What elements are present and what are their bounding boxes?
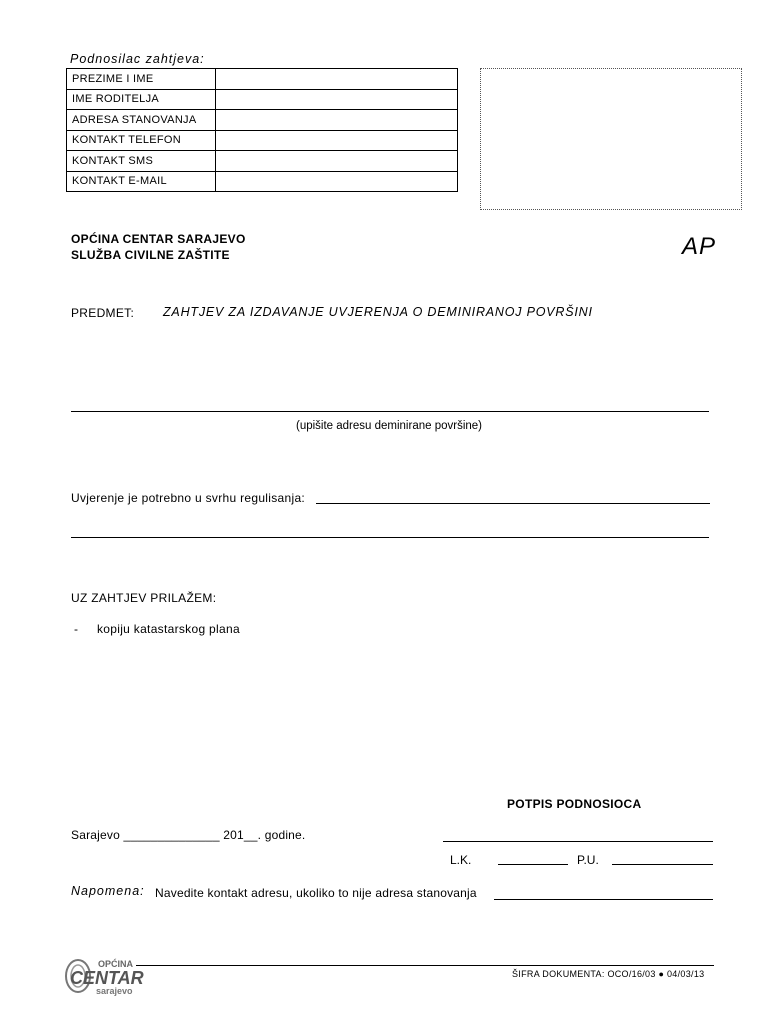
table-row (67, 151, 458, 172)
lk-label: L.K. (450, 853, 472, 867)
footer-divider (136, 965, 714, 966)
lk-line[interactable] (498, 864, 568, 865)
applicant-table (66, 68, 458, 192)
field-label-name: PREZIME I IME (67, 69, 216, 90)
signature-line[interactable] (443, 841, 713, 842)
field-value-phone[interactable] (216, 130, 458, 151)
municipality-logo (64, 956, 144, 996)
table-row (67, 69, 458, 90)
table-row (67, 130, 458, 151)
attachments-title: UZ ZAHTJEV PRILAŽEM: (71, 591, 217, 605)
field-value-sms[interactable] (216, 151, 458, 172)
signature-title: POTPIS PODNOSIOCA (507, 797, 642, 811)
office-name: OPĆINA CENTAR SARAJEVO (71, 232, 246, 246)
field-label-sms: KONTAKT SMS (67, 151, 216, 172)
office-header (71, 231, 246, 263)
logo-bottom-text: sarajevo (96, 986, 133, 996)
note-label: Napomena: (71, 884, 145, 898)
pu-label: P.U. (577, 853, 599, 867)
place-date: Sarajevo ______________ 201__. godine. (71, 828, 306, 842)
field-label-parent: IME RODITELJA (67, 89, 216, 110)
field-label-email: KONTAKT E-MAIL (67, 171, 216, 192)
form-code: AP (682, 233, 717, 260)
field-label-address: ADRESA STANOVANJA (67, 110, 216, 131)
stamp-box (480, 68, 742, 210)
logo-top-text: OPĆINA (98, 959, 134, 969)
subject-label: PREDMET: (71, 306, 135, 320)
table-row (67, 171, 458, 192)
office-department: SLUŽBA CIVILNE ZAŠTITE (71, 248, 230, 262)
field-value-parent[interactable] (216, 89, 458, 110)
list-bullet: - (74, 622, 78, 636)
attachment-item: kopiju katastarskog plana (97, 622, 240, 636)
field-value-address[interactable] (216, 110, 458, 131)
purpose-line-2[interactable] (71, 537, 709, 538)
field-label-phone: KONTAKT TELEFON (67, 130, 216, 151)
document-code: ŠIFRA DOKUMENTA: OCO/16/03 ● 04/03/13 (512, 969, 705, 979)
address-hint: (upišite adresu deminirane površine) (295, 420, 482, 432)
applicant-title: Podnosilac zahtjeva: (70, 52, 205, 66)
address-line[interactable] (71, 411, 709, 412)
table-row (67, 110, 458, 131)
field-value-email[interactable] (216, 171, 458, 192)
purpose-label: Uvjerenje je potrebno u svrhu regulisanja: (71, 491, 306, 505)
note-text: Navedite kontakt adresu, ukoliko to nije adresa stanovanja (155, 886, 477, 900)
field-value-name[interactable] (216, 69, 458, 90)
subject-title: ZAHTJEV ZA IZDAVANJE UVJERENJA O DEMINIRANOJ POVRŠINI (163, 305, 593, 319)
purpose-line[interactable] (316, 503, 710, 504)
table-row (67, 89, 458, 110)
pu-line[interactable] (612, 864, 713, 865)
logo-main-text: CENTAR (70, 968, 144, 988)
contact-address-line[interactable] (494, 899, 713, 900)
